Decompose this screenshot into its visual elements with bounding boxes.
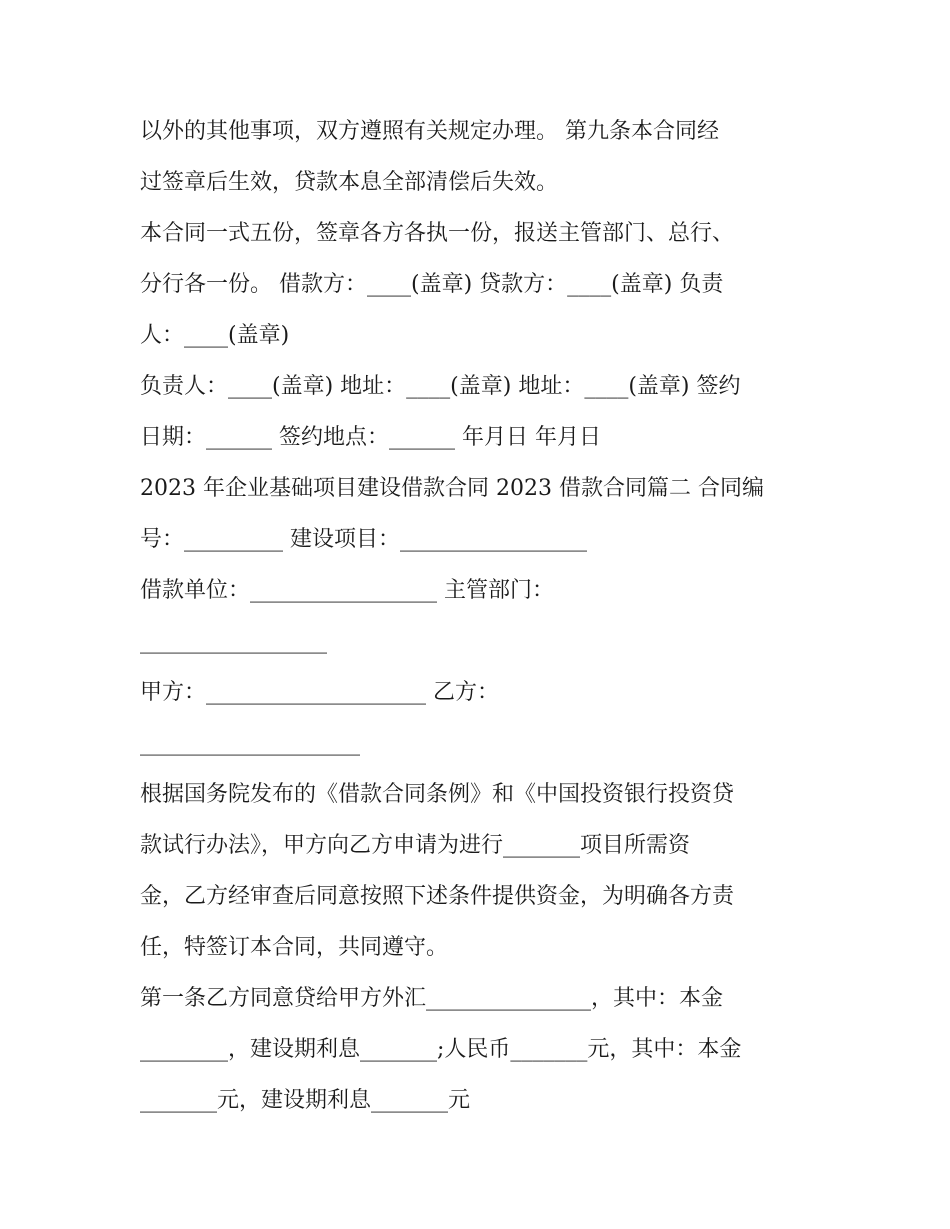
text-line: 分行各一份。 借款方：____(盖章) 贷款方：____(盖章) 负责 <box>140 272 724 297</box>
text-line: 第一条乙方同意贷给甲方外汇_______________，其中：本金 <box>140 986 724 1011</box>
text-line: 号：_________ 建设项目：_________________ <box>140 527 587 552</box>
document-body <box>140 106 820 1126</box>
text-line: 根据国务院发布的《借款合同条例》和《中国投资银行投资贷 <box>140 782 735 807</box>
text-line: 甲方：____________________ 乙方： <box>140 680 499 705</box>
text-line: 2023 年企业基础项目建设借款合同 2023 借款合同篇二 合同编 <box>140 476 764 501</box>
text-line: 金，乙方经审查后同意按照下述条件提供资金，为明确各方责 <box>140 884 735 909</box>
text-line: ________，建设期利息_______;人民币_______元，其中：本金 <box>140 1037 742 1062</box>
text-line: _______元，建设期利息_______元 <box>140 1088 471 1113</box>
text-line: ____________________ <box>140 731 360 756</box>
text-line: 借款单位：_________________ 主管部门： <box>140 578 554 603</box>
text-line: 任，特签订本合同，共同遵守。 <box>140 935 449 960</box>
text-line: 款试行办法》，甲方向乙方申请为进行_______项目所需资 <box>140 833 691 858</box>
text-line: _________________ <box>140 629 327 654</box>
text-line: 日期：______ 签约地点：______ 年月日 年月日 <box>140 425 601 450</box>
text-line: 负责人：____(盖章) 地址：____(盖章) 地址：____(盖章) 签约 <box>140 374 741 399</box>
text-line: 人：____(盖章) <box>140 323 290 348</box>
text-line: 过签章后生效，贷款本息全部清偿后失效。 <box>140 170 559 195</box>
text-line: 以外的其他事项，双方遵照有关规定办理。 第九条本合同经 <box>140 119 719 144</box>
text-line: 本合同一式五份，签章各方各执一份，报送主管部门、总行、 <box>140 221 735 246</box>
